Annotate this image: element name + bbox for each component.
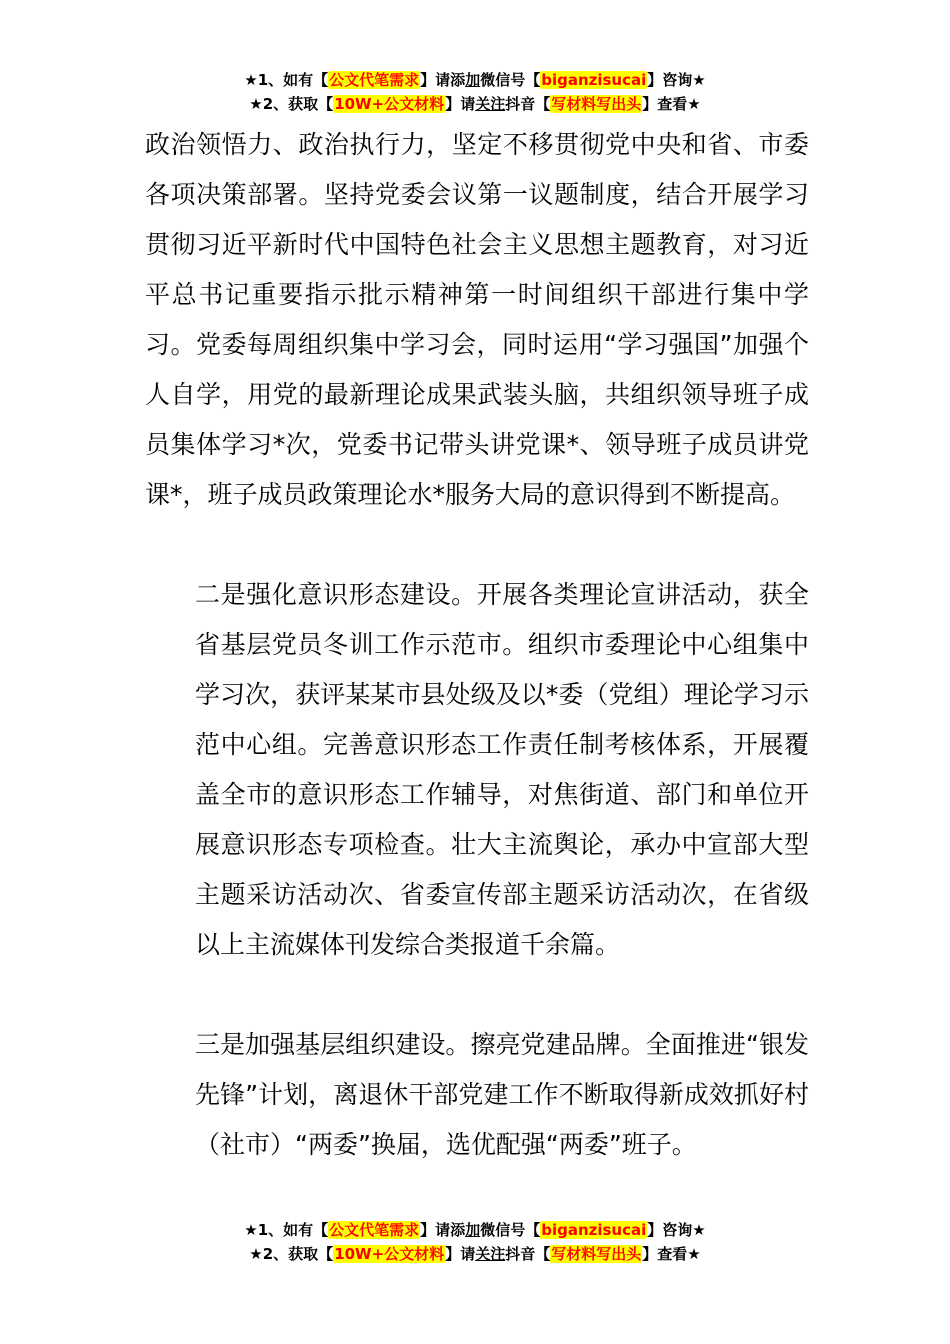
banner-line-1 (0, 68, 950, 92)
banner-text: 抖音【 (505, 95, 551, 113)
wechat-id-highlight: biganzisucai (541, 71, 647, 89)
underlined-text: 关注 (475, 1245, 506, 1263)
paragraph-2: 二是强化意识形态建设。开展各类理论宣讲活动，获全省基层党员冬训工作示范市。组织市委理论中心组集中学习次，获评某某市县处级及以*委（党组）理论学习示范中心组。完善意识形态工作责任制考核体系，开展覆盖全市的意识形态工作辅导，对焦街道、部门和单位开展意识形态专项检查。壮大主流舆论，承办中宣部大型主题采访活动次、省委宣传部主题采访活动次，在省级以上主流媒体刊发综合类报道千余篇。 (195, 580, 809, 959)
banner-text: ★1、如有【 (244, 71, 329, 89)
highlight-text: 公文代笔需求 (329, 1221, 420, 1239)
banner-text: 】请 (445, 95, 476, 113)
paragraph-3: 三是加强基层组织建设。擦亮党建品牌。全面推进“银发先锋”计划，离退休干部党建工作不断取得新成效抓好村（社市）“两委”换届，选优配强“两委”班子。 (195, 1030, 809, 1159)
banner-line-1 (0, 1218, 950, 1242)
banner-text: 】请 (445, 1245, 476, 1263)
banner-text: 】请添 (420, 71, 466, 89)
banner-text: 】查看★ (642, 95, 701, 113)
highlight-text: 10W+公文材料 (334, 1245, 445, 1263)
banner-text: 】查看★ (642, 1245, 701, 1263)
banner-text: 抖音【 (505, 1245, 551, 1263)
header-banner (0, 68, 950, 116)
footer-banner (0, 1218, 950, 1266)
banner-text: 微信号【 (480, 71, 541, 89)
underlined-text: 加 (465, 1221, 481, 1239)
document-body (145, 120, 809, 1170)
banner-line-2 (0, 92, 950, 116)
banner-text: 】咨询★ (647, 71, 706, 89)
highlight-text: 公文代笔需求 (329, 71, 420, 89)
banner-text: 】咨询★ (647, 1221, 706, 1239)
paragraph-1: 政治领悟力、政治执行力，坚定不移贯彻党中央和省、市委各项决策部署。坚持党委会议第一议题制度，结合开展学习贯彻习近平新时代中国特色社会主义思想主题教育，对习近平总书记重要指示批示精神第一时间组织干部进行集中学习。党委每周组织集中学习会，同时运用“学习强国”加强个人自学，用党的最新理论成果武装头脑，共组织领导班子成员集体学习*次，党委书记带头讲党课*、领导班子成员讲党课*，班子成员政策理论水*服务大局的意识得到不断提高。 (145, 130, 809, 509)
banner-text: 微信号【 (480, 1221, 541, 1239)
banner-text: ★2、获取【 (249, 95, 334, 113)
banner-line-2 (0, 1242, 950, 1266)
highlight-text: 10W+公文材料 (334, 95, 445, 113)
underlined-text: 关注 (475, 95, 506, 113)
banner-text: ★2、获取【 (249, 1245, 334, 1263)
underlined-text: 加 (465, 71, 481, 89)
banner-text: ★1、如有【 (244, 1221, 329, 1239)
banner-text: 】请添 (420, 1221, 466, 1239)
douyin-highlight: 写材料写出头 (551, 1245, 642, 1263)
douyin-highlight: 写材料写出头 (551, 95, 642, 113)
wechat-id-highlight: biganzisucai (541, 1221, 647, 1239)
